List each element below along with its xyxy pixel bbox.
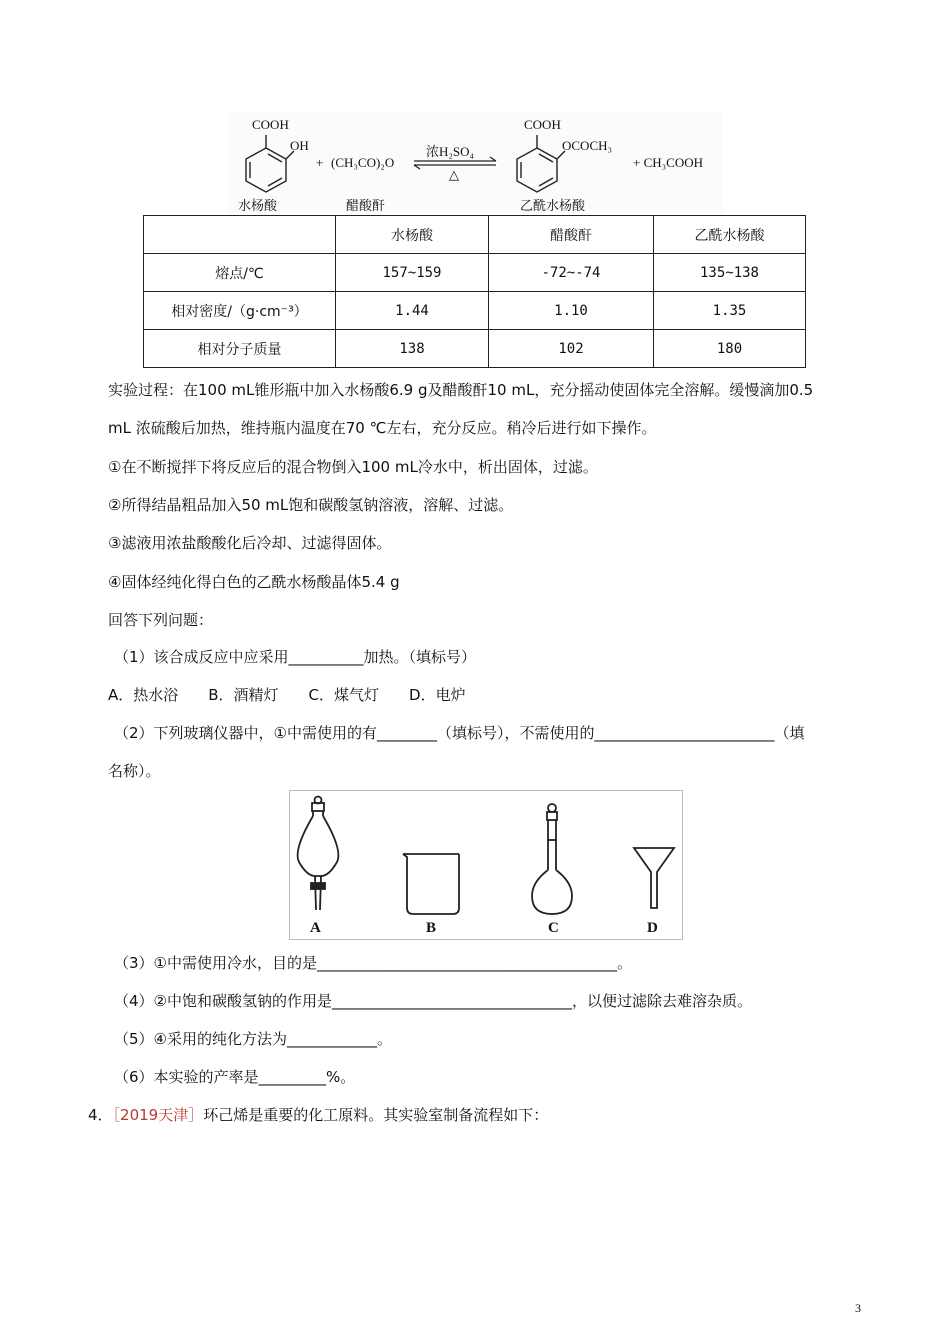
table-header-cell: 乙酰水杨酸 <box>654 216 806 254</box>
table-cell: 157~159 <box>336 254 489 292</box>
table-header-row <box>144 216 806 254</box>
table-row <box>144 330 806 368</box>
question-1: （1）该合成反应中应采用__________加热。（填标号） <box>114 648 477 666</box>
aspirin-ring <box>517 135 565 192</box>
plus-sign: + <box>316 155 324 170</box>
product-ococh3: OCOCH₃ <box>562 138 613 153</box>
table-row <box>144 254 806 292</box>
glassware-figure <box>289 790 683 940</box>
step-2: ②所得结晶粗品加入50 mL饱和碳酸氢钠溶液，溶解、过滤。 <box>108 496 514 514</box>
properties-table <box>143 215 806 368</box>
table-header-cell: 水杨酸 <box>336 216 489 254</box>
table-cell: 180 <box>654 330 806 368</box>
row-label: 相对分子质量 <box>144 330 336 368</box>
glassware-label-c: C <box>548 920 559 936</box>
salicylic-acid-ring <box>246 135 294 192</box>
product-cooh: COOH <box>524 117 561 132</box>
step-3: ③滤液用浓盐酸酸化后冷却、过滤得固体。 <box>108 534 392 552</box>
table-cell: 1.44 <box>336 292 489 330</box>
step-1: ①在不断搅拌下将反应后的混合物倒入100 mL冷水中，析出固体，过滤。 <box>108 458 598 476</box>
question-2-line-1: （2）下列玻璃仪器中，①中需使用的有________（填标号），不需使用的________________________（填 <box>114 724 805 742</box>
label-acetic-anhydride: 醋酸酐 <box>346 199 386 213</box>
table-header-cell: 醋酸酐 <box>489 216 654 254</box>
row-label: 相对密度/（g·cm⁻³） <box>144 292 336 330</box>
page-number: 3 <box>855 1301 861 1315</box>
glassware-label-d: D <box>647 920 658 936</box>
reactant-oh: OH <box>290 138 309 153</box>
glassware-drawings <box>289 790 683 940</box>
process-text-1: 实验过程：在100 mL锥形瓶中加入水杨酸6.9 g及醋酸酐10 mL，充分摇动使固体完全溶解。缓慢滴加0.5 <box>108 381 814 399</box>
table-cell: 1.10 <box>489 292 654 330</box>
step-4: ④固体经纯化得白色的乙酰水杨酸晶体5.4 g <box>108 573 400 591</box>
reaction-scheme <box>228 111 722 213</box>
question-5: （5）④采用的纯化方法为____________。 <box>114 1030 392 1048</box>
acetic-anhydride-formula: (CH₃CO)₂O <box>331 155 395 170</box>
reactant-cooh: COOH <box>252 117 289 132</box>
table-row <box>144 292 806 330</box>
table-cell: 135~138 <box>654 254 806 292</box>
source-tag: ［2019天津］ <box>112 1106 204 1124</box>
label-salicylic-acid: 水杨酸 <box>238 199 278 213</box>
acetic-acid-formula: + CH₃COOH <box>633 155 704 170</box>
row-label: 熔点/℃ <box>144 254 336 292</box>
glassware-label-b: B <box>426 920 437 936</box>
process-text-2: mL 浓硫酸后加热，维持瓶内温度在70 ℃左右，充分反应。稍冷后进行如下操作。 <box>108 419 657 437</box>
question-3: （3）①中需使用冷水，目的是________________________________________。 <box>114 954 632 972</box>
question-number: 4． <box>88 1106 113 1124</box>
glassware-label-a: A <box>310 920 321 936</box>
table-cell: 1.35 <box>654 292 806 330</box>
table-header-cell <box>144 216 336 254</box>
table-cell: -72~-74 <box>489 254 654 292</box>
question-4-text: 环己烯是重要的化工原料。其实验室制备流程如下： <box>203 1106 549 1124</box>
question-4: （4）②中饱和碳酸氢钠的作用是________________________________，以便过滤除去难溶杂质。 <box>114 992 752 1010</box>
question-4-header <box>88 1104 548 1126</box>
heat-symbol: △ <box>449 167 459 182</box>
table-cell: 138 <box>336 330 489 368</box>
catalyst-label: 浓H₂SO₄ <box>426 144 475 159</box>
question-2-line-2: 名称）。 <box>108 762 161 780</box>
table-cell: 102 <box>489 330 654 368</box>
question-6: （6）本实验的产率是_________%。 <box>114 1068 356 1086</box>
label-aspirin: 乙酰水杨酸 <box>520 199 586 213</box>
answer-intro: 回答下列问题： <box>108 611 214 629</box>
question-1-options: A．热水浴 B．酒精灯 C．煤气灯 D．电炉 <box>108 686 466 704</box>
